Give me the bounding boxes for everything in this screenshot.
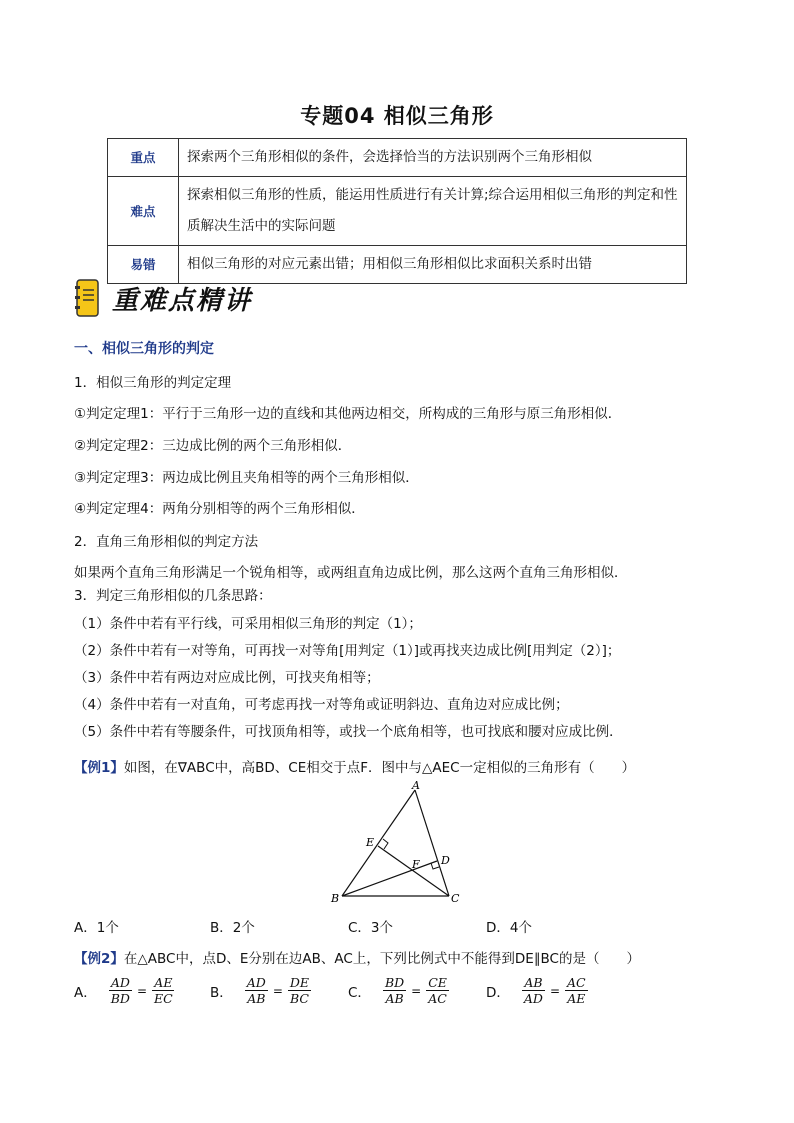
summary-value: 探索两个三角形相似的条件，会选择恰当的方法识别两个三角形相似 (179, 139, 687, 177)
option-c (348, 975, 451, 1006)
theorem-item: ④判定定理4：两角分别相等的两个三角形相似． (74, 501, 365, 517)
equals-sign: = (549, 983, 561, 998)
equals-sign: = (136, 983, 148, 998)
idea-item: （5）条件中若有等腰条件，可找顶角相等，或找一个底角相等，也可找底和腰对应成比例． (74, 724, 623, 740)
point-label-f: F (412, 858, 420, 871)
fraction (288, 975, 311, 1006)
fraction (152, 975, 175, 1006)
numerator: DE (289, 975, 310, 990)
idea-item: （1）条件中若有平行线，可采用相似三角形的判定（1）； (74, 616, 422, 632)
option-c: C．3个 (348, 920, 394, 936)
triangle-figure (326, 780, 476, 908)
numerator: AC (567, 975, 586, 990)
option-b (210, 975, 313, 1006)
example-1-question (74, 756, 635, 776)
equals-sign: = (272, 983, 283, 998)
fraction (522, 975, 545, 1006)
fraction (426, 975, 449, 1006)
numerator: AE (154, 975, 173, 990)
fraction (383, 975, 406, 1006)
option-label: C． (348, 984, 371, 1001)
example-label: 【例2】 (74, 951, 124, 967)
option-a: A．1个 (74, 920, 119, 936)
summary-row-difficult (108, 177, 687, 246)
example-text: 如图，在∇ABC中，高BD、CE相交于点F．图中与△AEC一定相似的三角形有（ ） (123, 760, 636, 776)
subheading: 3．判定三角形相似的几条思路： (74, 588, 272, 604)
option-a (74, 975, 177, 1006)
point-label-d: D (441, 854, 450, 867)
summary-value: 探索相似三角形的性质，能运用性质进行有关计算;综合运用相似三角形的判定和性质解决生活中的实际问题 (179, 177, 687, 246)
option-d (486, 975, 590, 1006)
numerator: CE (428, 975, 447, 990)
section-banner (74, 278, 252, 318)
summary-key: 易错 (108, 246, 179, 284)
summary-table (107, 138, 687, 284)
summary-value: 相似三角形的对应元素出错；用相似三角形相似比求面积关系时出错 (179, 246, 687, 284)
option-b: B．2个 (210, 920, 255, 936)
fraction (565, 975, 588, 1006)
denominator: AB (247, 991, 266, 1006)
equals-sign: = (411, 983, 422, 998)
numerator: AB (524, 975, 543, 990)
option-label: B． (210, 984, 233, 1001)
numerator: AD (110, 975, 130, 990)
summary-key: 难点 (108, 177, 179, 246)
denominator: BD (110, 991, 130, 1006)
theorem-item: ③判定定理3：两边成比例且夹角相等的两个三角形相似． (74, 470, 419, 486)
point-label-e: E (366, 836, 375, 849)
example-text: 在△ABC中，点D、E分别在边AB、AC上，下列比例式中不能得到DE∥BC的是（ ） (123, 951, 640, 967)
point-label-a: A (412, 780, 420, 792)
option-label: D． (486, 984, 510, 1001)
summary-key: 重点 (108, 139, 179, 177)
example-label: 【例1】 (74, 760, 124, 776)
subheading: 2．直角三角形相似的判定方法 (74, 534, 259, 550)
section-heading: 一、相似三角形的判定 (74, 341, 214, 357)
page-title: 专题04 相似三角形 (300, 104, 494, 128)
point-label-c: C (451, 892, 460, 905)
theorem-item: ②判定定理2：三边成比例的两个三角形相似． (74, 438, 352, 454)
numerator: AD (246, 975, 266, 990)
numerator: BD (384, 975, 405, 990)
denominator: AD (523, 991, 543, 1006)
summary-row-key (108, 139, 687, 177)
fraction (245, 975, 268, 1006)
denominator: AE (567, 991, 586, 1006)
banner-title: 重难点精讲 (112, 285, 253, 316)
denominator: BC (289, 991, 309, 1006)
example-2-question (74, 947, 640, 967)
denominator: AB (385, 991, 404, 1006)
theorem-item: ①判定定理1：平行于三角形一边的直线和其他两边相交，所构成的三角形与原三角形相似． (74, 406, 622, 422)
idea-item: （4）条件中若有一对直角，可考虑再找一对等角或证明斜边、直角边对应成比例； (74, 697, 569, 713)
point-label-b: B (331, 892, 340, 905)
idea-item: （3）条件中若有两边对应成比例，可找夹角相等； (74, 670, 380, 686)
paragraph: 如果两个直角三角形满足一个锐角相等，或两组直角边成比例，那么这两个直角三角形相似． (74, 565, 628, 581)
denominator: EC (154, 991, 173, 1006)
notebook-icon (74, 278, 100, 318)
fraction (109, 975, 132, 1006)
option-d: D．4个 (486, 920, 532, 936)
option-label: A． (74, 984, 97, 1001)
denominator: AC (428, 991, 447, 1006)
idea-item: （2）条件中若有一对等角，可再找一对等角[用判定（1）]或再找夹边成比例[用判定（2）]； (74, 643, 621, 659)
subheading: 1．相似三角形的判定定理 (74, 375, 232, 391)
